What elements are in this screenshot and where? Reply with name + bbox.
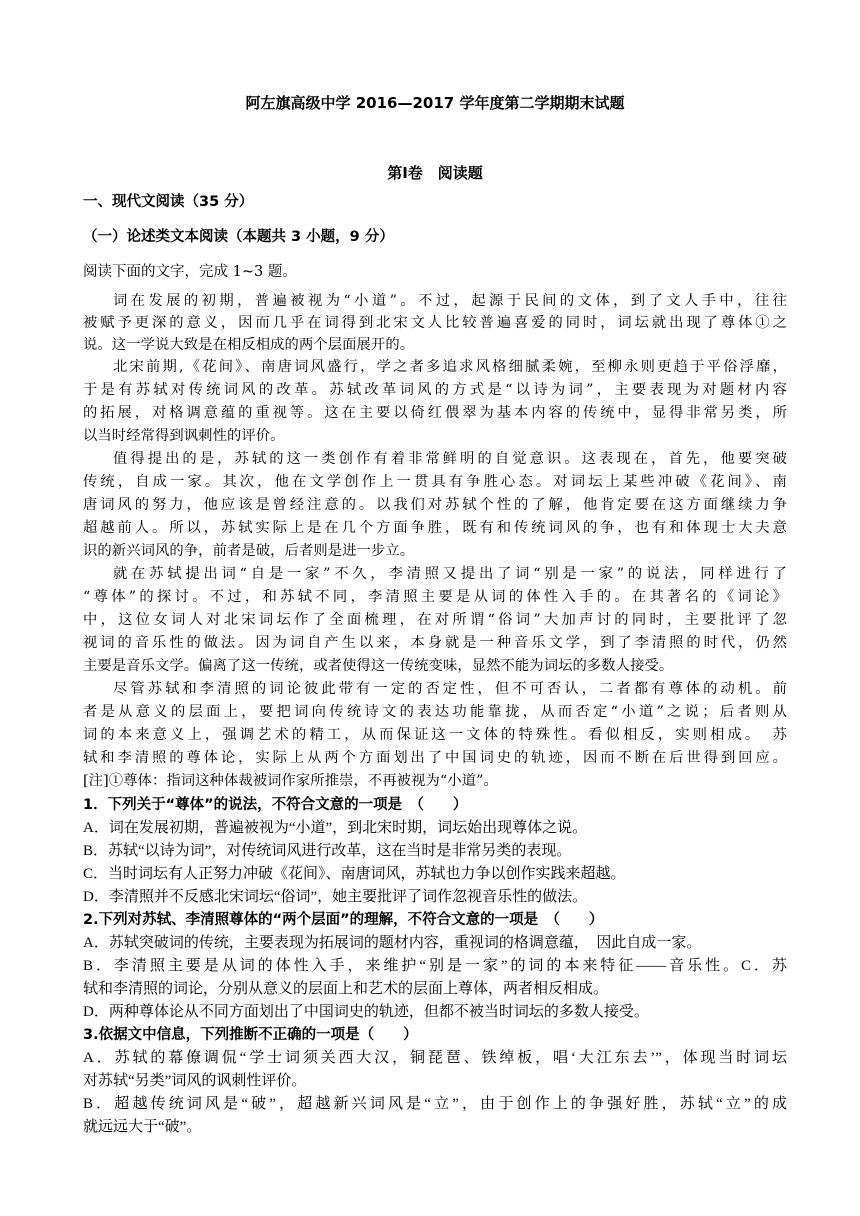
passage-line: 中，这位女词人对北宋词坛作了全面梳理，在对所谓“俗词”大加声讨的同时，主要批评了忽 [83,612,787,628]
passage-line: 就在苏轼提出词“自是一家”不久，李清照又提出了词“别是一家”的说法，同样进行了 [113,566,787,582]
passage-line: 尽管苏轼和李清照的词论彼此带有一定的否定性，但不可否认，二者都有尊体的动机。前 [113,681,787,697]
question-3-option-a: A．苏轼的幕僚调侃“学士词须关西大汉，铜琵琶、铁绰板，唱‘大江东去’”，体现当时词坛 [83,1050,787,1066]
sub-section-heading: （一）论述类文本阅读（本题共 3 小题，9 分） [83,229,394,245]
passage-line: 传统，自成一家。其次，他在文学创作上一贯具有争胜心态。对词坛上某些冲破《花间》、南 [83,474,787,490]
question-3-option-b-cont: 就远远大于“破”。 [83,1119,202,1135]
passage-line: 说。这一学说大致是在相反相成的两个层面展开的。 [83,337,415,353]
footnote: [注]①尊体：指词这种体裁被词作家所推崇，不再被视为“小道”。 [83,773,498,789]
passage-line: 被赋予更深的意义，因而几乎在词得到北宋文人比较普遍喜爱的同时，词坛就出现了尊体①之 [83,315,787,331]
question-1-option-a: A．词在发展初期，普遍被视为“小道”，到北宋时期，词坛始出现尊体之说。 [83,820,588,836]
question-2-option-b: B．李清照主要是从词的体性入手，来维护“别是一家”的词的本来特征——音乐性。C．苏 [83,958,787,974]
passage-line: 的拓展，对格调意蕴的重视等。这在主要以倚红偎翠为基本内容的传统中，显得非常另类，所 [83,405,787,421]
question-2-option-c: 轼和李清照的词论，分别从意义的层面上和艺术的层面上尊体，两者相反相成。 [83,981,609,997]
passage-line: 者是从意义的层面上，要把词向传统诗文的表达功能靠拢，从而否定“小道”之说；后者则从 [83,704,787,720]
question-1-option-b: B．苏轼“以诗为词”，对传统词风进行改革，这在当时是非常另类的表现。 [83,843,572,859]
passage-line: 视词的音乐性的做法。因为词自产生以来，本身就是一种音乐文学，到了李清照的时代，仍然 [83,635,787,651]
passage-line: “尊体”的探讨。不过，和苏轼不同，李清照主要是从词的体性入手的。在其著名的《词论》 [83,589,787,605]
question-3-option-b: B．超越传统词风是“破”，超越新兴词风是“立”，由于创作上的争强好胜，苏轼“立”的成 [83,1096,787,1112]
passage-line: 识的新兴词风的争，前者是破，后者则是进一步立。 [83,543,415,559]
question-2-option-d: D．两种尊体论从不同方面划出了中国词史的轨迹，但都不被当时词坛的多数人接受。 [83,1004,649,1020]
passage-line: 超越前人。所以，苏轼实际上是在几个方面争胜，既有和传统词风的争，也有和体现士大夫意 [83,520,787,536]
passage-line: 值得提出的是，苏轼的这一类创作有着非常鲜明的自觉意识。这表现在，首先，他要突破 [113,451,787,467]
volume-heading: 第Ⅰ卷 阅读题 [387,164,483,182]
passage-line: 以当时经常得到讽刺性的评价。 [83,428,285,444]
instruction: 阅读下面的文字，完成 1~3 题。 [83,264,297,280]
question-1-stem: 1．下列关于“尊体”的说法，不符合文意的一项是 （ ） [83,797,468,813]
passage-line: 词在发展的初期，普遍被视为“小道”。不过，起源于民间的文体，到了文人手中，往往 [113,293,787,309]
question-1-option-c: C．当时词坛有人正努力冲破《花间》、南唐词风，苏轼也力争以创作实践来超越。 [83,866,626,882]
passage-line: 轼和李清照的尊体论，实际上从两个方面划出了中国词史的轨迹，因而不断在后世得到回应。 [83,750,787,766]
question-2-option-a: A．苏轼突破词的传统，主要表现为拓展词的题材内容，重视词的格调意蕴， 因此自成一家。 [83,935,702,951]
question-3-option-a-cont: 对苏轼“另类”词风的讽刺性评价。 [83,1073,307,1089]
passage-line: 主要是音乐文学。偏离了这一传统，或者使得这一传统变味，显然不能为词坛的多数人接受。 [83,658,674,674]
question-2-stem: 2.下列对苏轼、李清照尊体的“两个层面”的理解，不符合文意的一项是 （ ） [83,912,604,928]
question-1-option-d: D．李清照并不反感北宋词坛“俗词”，她主要批评了词作忽视音乐性的做法。 [83,889,588,905]
exam-title: 阿左旗高级中学 2016—2017 学年度第二学期期末试题 [245,94,625,112]
section-heading: 一、现代文阅读（35 分） [83,194,254,210]
passage-line: 词的本来意义上，强调艺术的精工，从而保证这一文体的特殊性。看似相反，实则相成。 苏 [83,727,787,743]
passage-line: 于是有苏轼对传统词风的改革。苏轼改革词风的方式是“以诗为词”，主要表现为对题材内容 [83,382,787,398]
passage-line: 唐词风的努力，他应该是曾经注意的。以我们对苏轼个性的了解，他肯定要在这方面继续力争 [83,497,787,513]
question-3-stem: 3.依据文中信息，下列推断不正确的一项是（ ） [83,1027,418,1043]
passage-line: 北宋前期,《花间》、南唐词风盛行，学之者多追求风格细腻柔婉，至柳永则更趋于平俗浮靡， [113,359,787,375]
